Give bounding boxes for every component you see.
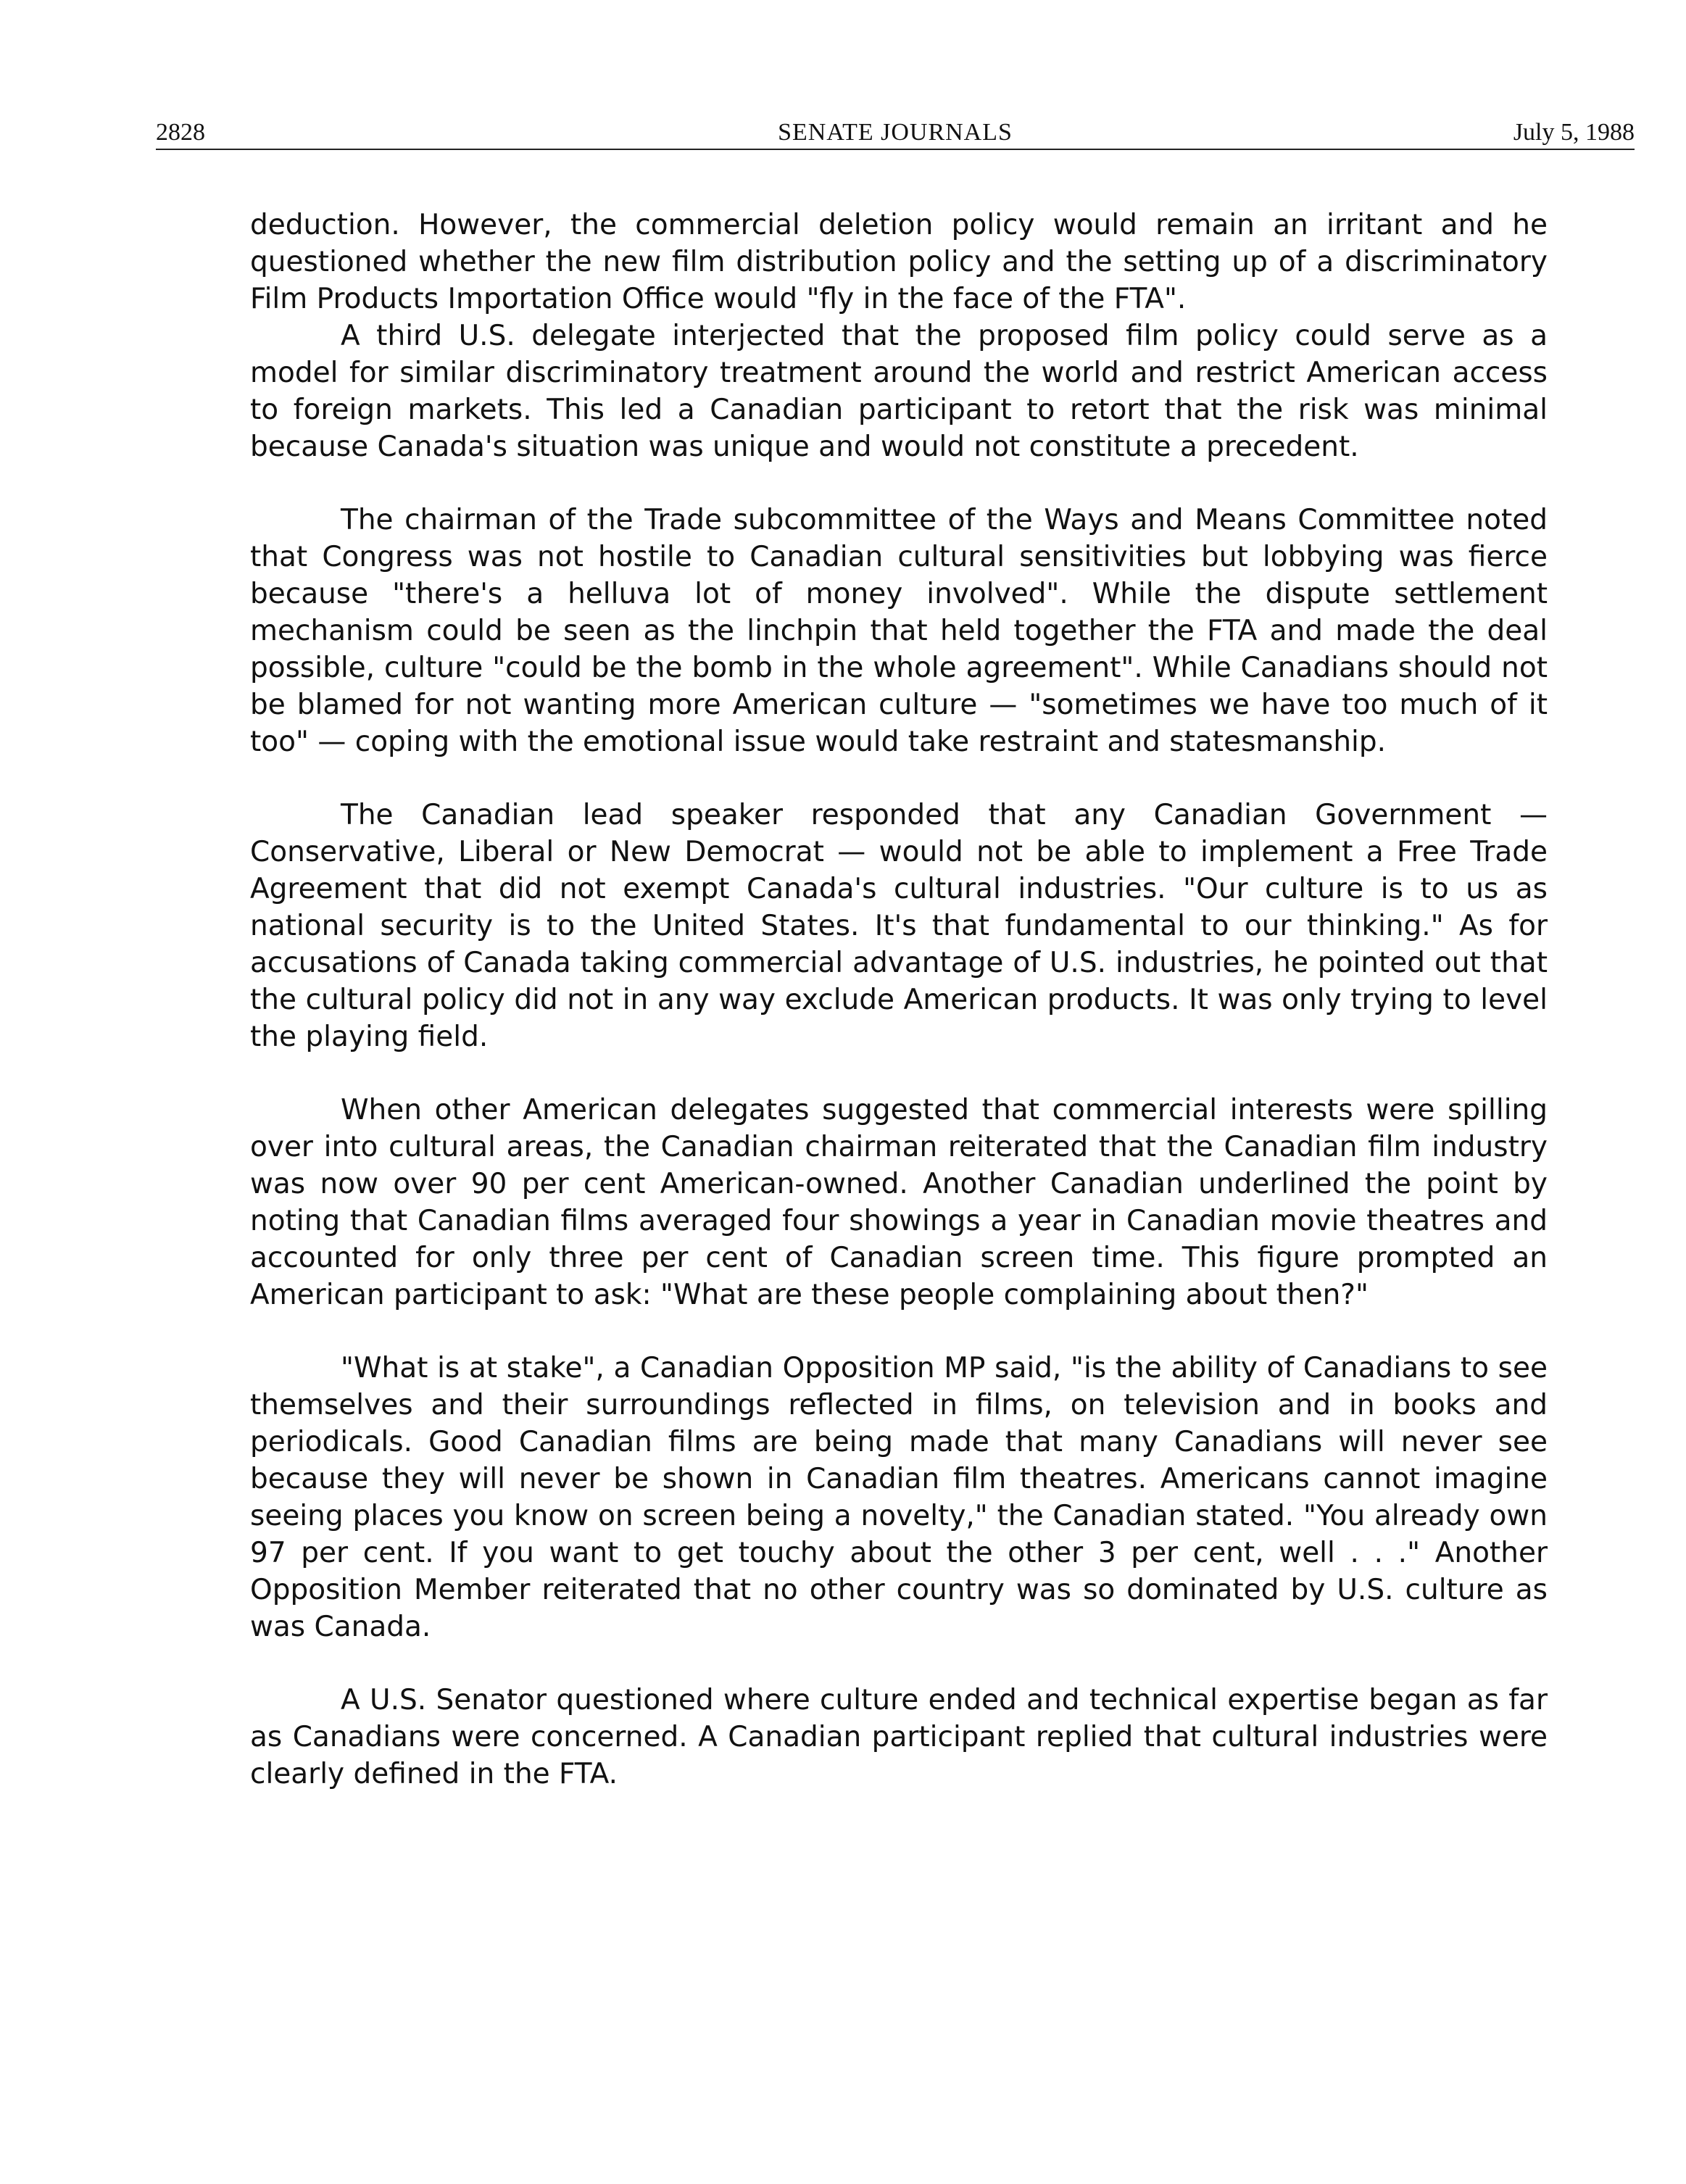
body-text xyxy=(250,207,1548,1793)
paragraph: The Canadian lead speaker responded that any Canadian Government — Conservative, Liberal or New Democrat — would not be able to implement a Free Trade Agreement that did not exempt Canada's cultural industries. "Our culture is to us as national security is to the United States. It's that fundamental to our thinking." As for accusations of Canada taking commercial advantage of U.S. industries, he pointed out that the cultural policy did not in any way exclude American products. It was only trying to level the playing field. xyxy=(250,799,1548,1053)
header-rule xyxy=(156,149,1635,150)
running-head xyxy=(156,115,1635,151)
paragraph: When other American delegates suggested that commercial interests were spilling over into cultural areas, the Canadian chairman reiterated that the Canadian film industry was now over 90 per cent American-owned. Another Canadian underlined the point by noting that Canadian films averaged four showings a year in Canadian movie theatres and accounted for only three per cent of Canadian screen time. This figure prompted an American participant to ask: "What are these people complaining about then?" xyxy=(250,1094,1548,1311)
journal-title: SENATE JOURNALS xyxy=(778,119,1013,146)
paragraph: A U.S. Senator questioned where culture ended and technical expertise began as far as Canadians were concerned. A Canadian participant replied that cultural industries were clearly defined in the FTA. xyxy=(250,1684,1548,1790)
journal-date: July 5, 1988 xyxy=(1513,119,1635,146)
paragraph-continued: deduction. However, the commercial deletion policy would remain an irritant and he questioned whether the new film distribution policy and the setting up of a discriminatory Film Products Importation Office would "fly in the face of the FTA". xyxy=(250,209,1548,315)
paragraph: "What is at stake", a Canadian Opposition MP said, "is the ability of Canadians to see themselves and their surroundings reflected in films, on television and in books and periodicals. Good Canadian films are being made that many Canadians will never see because they will never be shown in Canadian film theatres. Americans cannot imagine seeing places you know on screen being a novelty," the Canadian stated. "You already own 97 per cent. If you want to get touchy about the other 3 per cent, well . . ." Another Opposition Member reiterated that no other country was so dominated by U.S. culture as was Canada. xyxy=(250,1352,1548,1643)
page-number: 2828 xyxy=(156,119,205,146)
paragraph: The chairman of the Trade subcommittee of the Ways and Means Committee noted that Congress was not hostile to Canadian cultural sensitivities but lobbying was fierce because "there's a helluva lot of money involved". While the dispute settlement mechanism could be seen as the linchpin that held together the FTA and made the deal possible, culture "could be the bomb in the whole agreement". While Canadians should not be blamed for not wanting more American culture — "sometimes we have too much of it too" — coping with the emotional issue would take restraint and statesmanship. xyxy=(250,504,1548,758)
paragraph: A third U.S. delegate interjected that the proposed film policy could serve as a model for similar discriminatory treatment around the world and restrict American access to foreign markets. This led a Canadian participant to retort that the risk was minimal because Canada's situation was unique and would not constitute a precedent. xyxy=(250,320,1548,463)
